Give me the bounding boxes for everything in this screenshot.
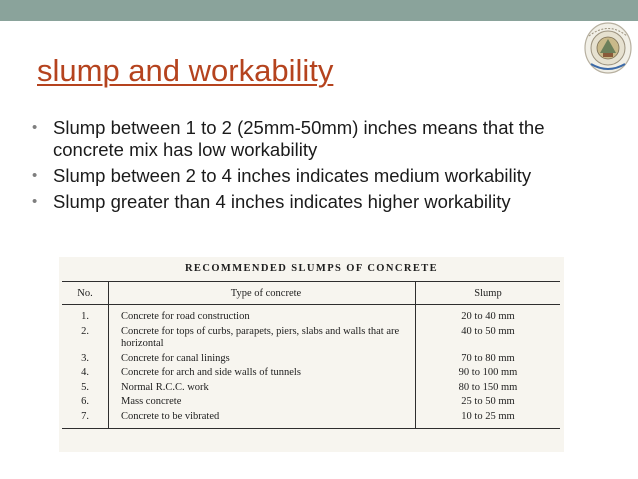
row-number: 7.: [62, 410, 109, 429]
table-header-row: [62, 282, 560, 305]
top-accent-bar: [0, 0, 638, 21]
concrete-type: Concrete to be vibrated: [109, 410, 416, 429]
table-row: [62, 305, 560, 325]
table-row: [62, 325, 560, 352]
row-number: 6.: [81, 396, 89, 407]
concrete-type: Concrete for arch and side walls of tunnels: [109, 366, 416, 381]
concrete-type: Concrete for tops of curbs, parapets, piers, slabs and walls that are horizontal: [109, 325, 416, 352]
table-row: [62, 381, 560, 396]
bullet-marker: •: [32, 119, 38, 136]
table-row: [62, 410, 560, 429]
table-row: [62, 366, 560, 381]
concrete-type: Mass concrete: [109, 395, 416, 410]
row-number: 1.: [81, 311, 89, 322]
column-header-no: No.: [62, 282, 109, 305]
slump-value: 10 to 25 mm: [416, 410, 561, 429]
column-header-slump: Slump: [416, 282, 561, 305]
concrete-type: Normal R.C.C. work: [109, 381, 416, 396]
slump-table: [62, 281, 560, 429]
row-number: 5.: [81, 381, 89, 393]
bullet-text: Slump greater than 4 inches indicates higher workability: [53, 191, 511, 212]
slump-value: 20 to 40 mm: [461, 311, 515, 322]
concrete-type: Concrete for road construction: [109, 305, 416, 325]
bullet-item: [32, 117, 592, 161]
slump-value: 25 to 50 mm: [461, 396, 515, 407]
bullet-item: [32, 191, 592, 213]
slide-title: slump and workability: [37, 53, 334, 88]
slump-value: 40 to 50 mm: [461, 325, 515, 337]
slump-value: 80 to 150 mm: [458, 381, 518, 393]
university-seal-icon: [583, 20, 633, 76]
bullet-text: Slump between 2 to 4 inches indicates medium workability: [53, 165, 532, 186]
table-row: [62, 352, 560, 367]
bullet-marker: •: [32, 167, 38, 184]
row-number: 2.: [81, 325, 89, 337]
bullet-text: Slump between 1 to 2 (25mm-50mm) inches means that the concrete mix has low workability: [53, 117, 545, 160]
slump-value: 70 to 80 mm: [461, 352, 515, 364]
column-header-type: Type of concrete: [109, 282, 416, 305]
table-row: [62, 395, 560, 410]
bullet-marker: •: [32, 193, 38, 210]
bullet-item: [32, 165, 592, 187]
table-title: RECOMMENDED SLUMPS OF CONCRETE: [184, 263, 439, 274]
row-number: 3.: [81, 352, 89, 364]
slump-value: 90 to 100 mm: [458, 367, 518, 378]
slump-table-image: [59, 257, 564, 452]
bullet-list: [32, 117, 592, 217]
concrete-type: Concrete for canal linings: [109, 352, 416, 367]
row-number: 4.: [81, 367, 89, 378]
